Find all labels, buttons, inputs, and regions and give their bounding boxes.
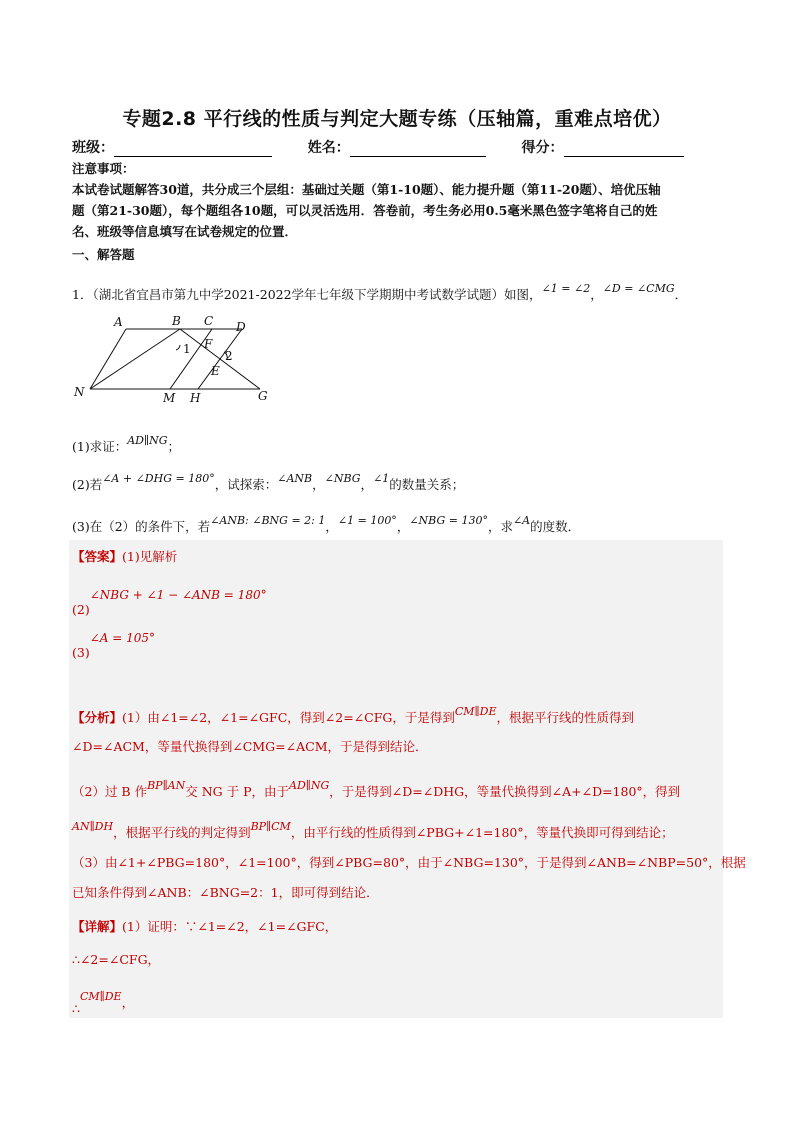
label-m: M: [163, 391, 176, 405]
class-label: 班级：: [72, 140, 114, 156]
label-n: N: [74, 385, 85, 399]
label-c: C: [204, 314, 214, 328]
answer-line-3: (3)∠A = 105°: [72, 631, 156, 660]
label-h: H: [190, 391, 201, 405]
analysis-line-3: （2）过 B 作BP∥AN交 NG 于 P，由于AD∥NG，于是得到∠D=∠DHG，等量代换得到∠A+∠D=180°，得到: [72, 779, 681, 799]
analysis-line-4: AN∥DH，根据平行线的判定得到BP∥CM，由平行线的性质得到∠PBG+∠1=180°，等量代换即可得到结论；: [72, 820, 674, 840]
label-g: G: [258, 389, 268, 403]
detail-line-2: ∴∠2=∠CFG，: [72, 952, 161, 967]
notice-line-2: 题（第21-30题），每个题组各10题，可以灵活选用．答卷前，考生务必用0.5毫米黑色签字笔将自己的姓: [72, 203, 658, 218]
analysis-line-6: 已知条件得到∠ANB：∠BNG=2：1，即可得到结论．: [72, 885, 379, 900]
label-f: F: [204, 337, 213, 351]
score-blank[interactable]: [564, 142, 684, 157]
notice-header: 注意事项：: [72, 161, 135, 176]
line-an: [90, 329, 126, 389]
label-d: D: [236, 320, 246, 334]
label-a: A: [114, 315, 123, 329]
analysis-line-5: （3）由∠1+∠PBG=180°，∠1=100°，得到∠PBG=80°，由于∠NBG=130°，于是得到∠ANB=∠NBP=50°，根据: [72, 855, 746, 870]
name-blank[interactable]: [350, 142, 486, 157]
label-angle-1: 1: [183, 342, 191, 356]
student-info-row: [72, 137, 684, 157]
condition-angle-1-eq-2: ∠1 = ∠2: [541, 282, 591, 295]
label-b: B: [172, 314, 181, 328]
score-label: 得分：: [521, 140, 564, 156]
page-title: 专题2.8 平行线的性质与判定大题专练（压轴篇，重难点培优）: [122, 108, 672, 130]
class-blank[interactable]: [114, 142, 272, 157]
answer-line-1: 【答案】(1)见解析: [72, 549, 178, 564]
line-nb: [90, 329, 180, 389]
condition-angle-d-eq-cmg: ∠D = ∠CMG: [602, 282, 675, 295]
detail-line-1: 【详解】(1）证明：∵∠1=∠2，∠1=∠GFC，: [72, 919, 338, 934]
analysis-line-1: 【分析】(1）由∠1=∠2，∠1=∠GFC，得到∠2=∠CFG，于是得到CM∥DE，根据平行线的性质得到: [72, 705, 635, 725]
question-1-part-1: (1)求证：AD∥NG；: [72, 434, 180, 454]
question-1-part-2: (2)若∠A + ∠DHG = 180°，试探索：∠ANB，∠NBG，∠1的数量关系；: [72, 472, 465, 492]
notice-line-3: 名、班级等信息填写在试卷规定的位置．: [72, 224, 298, 239]
section-heading: 一、解答题: [72, 247, 135, 262]
label-angle-2: 2: [225, 349, 233, 363]
angle-1-arc: [176, 345, 180, 350]
question-1-part-3: (3)在（2）的条件下，若∠ANB: ∠BNG = 2: 1，∠1 = 100°，∠NBG = 130°，求∠A的度数．: [72, 514, 581, 534]
label-e: E: [211, 364, 220, 378]
detail-line-3: ∴CM∥DE，: [72, 990, 135, 1016]
name-label: 姓名：: [307, 140, 350, 156]
answer-line-2: (2)∠NBG + ∠1 − ∠ANB = 180°: [72, 588, 267, 617]
analysis-line-2: ∠D=∠ACM，等量代换得到∠CMG=∠ACM，于是得到结论．: [72, 739, 428, 754]
geometry-figure: [72, 312, 282, 407]
notice-line-1: 本试卷试题解答30道，共分成三个层组：基础过关题（第1-10题）、能力提升题（第11-20题）、培优压轴: [72, 182, 661, 197]
question-1-stem: 1．（湖北省宜昌市第九中学2021-2022学年七年级下学期期中考试数学试题）如图，∠1 = ∠2，∠D = ∠CMG．: [72, 282, 688, 302]
